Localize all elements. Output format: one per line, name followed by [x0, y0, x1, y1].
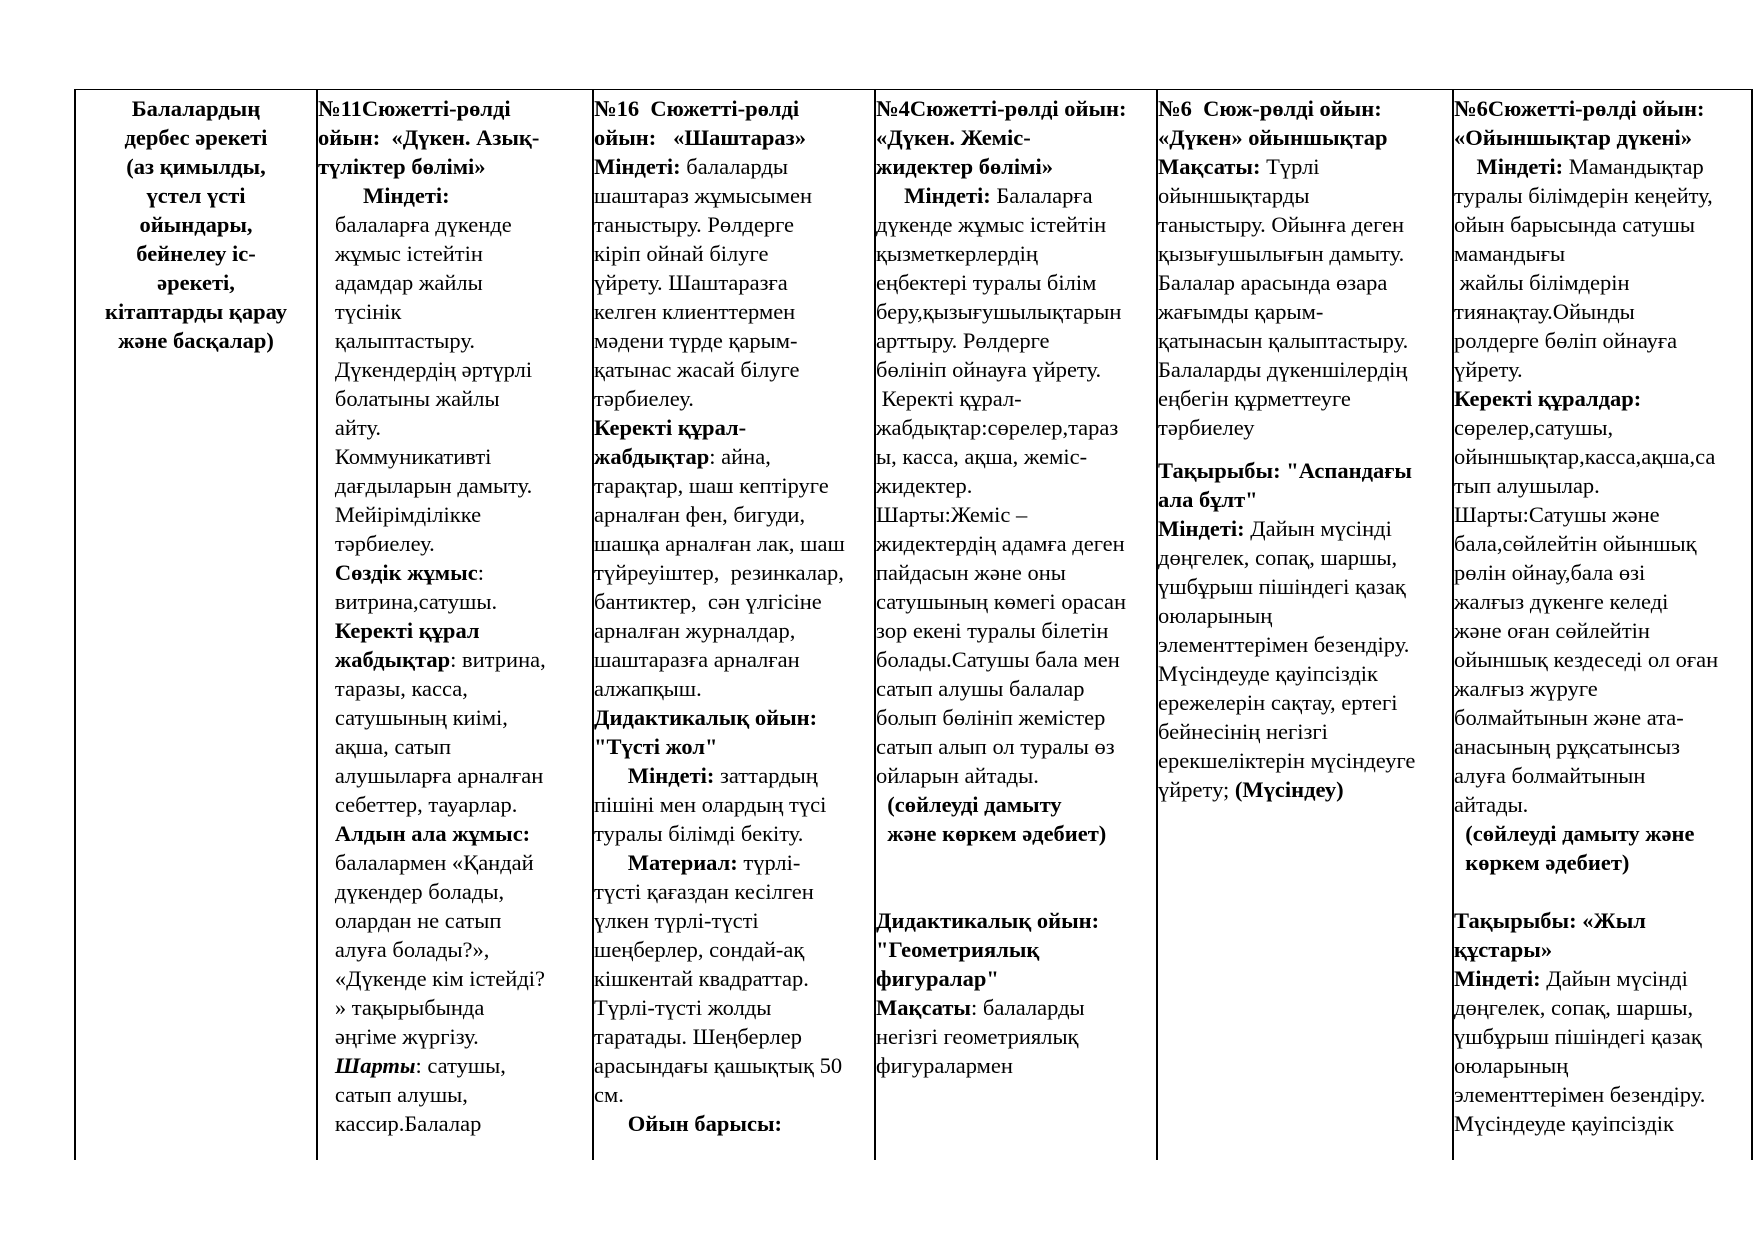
text-run: Сөздік жұмыс	[334, 560, 478, 585]
text-line	[318, 1051, 591, 1080]
text-line: арналған журналдар,	[594, 618, 796, 643]
text-line: Дүкендердің әртүрлі	[318, 357, 533, 382]
text-line: мамандығы	[1454, 241, 1566, 266]
text-line: бала,сөйлейтін ойыншық	[1454, 531, 1697, 556]
text-line: тиянақтау.Ойынды	[1454, 299, 1635, 324]
text-line: тәрбиелеу.	[594, 386, 694, 411]
text-line: беру,қызығушылықтарын	[876, 299, 1122, 324]
text-line: рөлін ойнау,бала өзі	[1454, 560, 1646, 585]
text-line: қатынас жасай білуге	[594, 357, 800, 382]
text-line: №11Сюжетті-рөлді	[318, 96, 511, 121]
text-line: ролдерге бөліп ойнауға	[1454, 328, 1678, 353]
text-line: түсті қағаздан кесілген	[594, 879, 814, 904]
text-line: тәрбиелеу	[1158, 415, 1255, 440]
text-line: Дидактикалық ойын:	[876, 908, 1100, 933]
text-line: қалыптастыру.	[318, 328, 475, 353]
text-line: жидектердің адамға деген	[876, 531, 1125, 556]
text-line: адамдар жайлы	[318, 270, 483, 295]
text-line: алуға болмайтынын	[1454, 763, 1646, 788]
text-line: ы, касса, ақша, жеміс-	[876, 444, 1088, 469]
text-line: ерекшеліктерін мүсіндеуге	[1158, 748, 1416, 773]
text-line: бөлініп ойнауға үйрету.	[876, 357, 1102, 382]
text-line	[1158, 152, 1451, 181]
table-border-right	[1751, 90, 1753, 1160]
text-line: және оған сөйлейтін	[1454, 618, 1650, 643]
text-line: шашқа арналған лак, шаш	[594, 531, 845, 556]
text-line: мәдени түрде қарым-	[594, 328, 798, 353]
text-line: бантиктер, сән үлгісіне	[594, 589, 822, 614]
text-line: ойын: «Дүкен. Азық-	[318, 125, 540, 150]
text-line: пайдасын және оны	[876, 560, 1066, 585]
text-line: балаларға дүкенде	[318, 212, 512, 237]
text-run: Міндеті:	[627, 763, 715, 788]
table-cell-game	[876, 90, 1155, 1160]
text-line: №6Сюжетті-рөлді ойын:	[1454, 96, 1705, 121]
text-line: Міндеті:	[318, 183, 450, 208]
text-line: "Түсті жол"	[594, 734, 718, 759]
text-line: жабдықтар:сөрелер,тараз	[876, 415, 1119, 440]
text-line: алжапқыш.	[594, 676, 702, 701]
text-line: пішіні мен олардың түсі	[594, 792, 827, 817]
text-line: фигуралармен	[876, 1053, 1013, 1078]
text-run	[876, 183, 904, 208]
text-line: зор екені туралы білетін	[876, 618, 1109, 643]
table-cell-game	[318, 90, 591, 1160]
text-line: болатыны жайлы	[318, 386, 500, 411]
text-line: жидектер.	[876, 473, 973, 498]
text-line: түйреуіштер, резинкалар,	[594, 560, 844, 585]
text-line: дөңгелек, сопақ, шаршы,	[1454, 995, 1694, 1020]
text-line: Керекті құралдар:	[1454, 386, 1642, 411]
text-line: Мейірімділікке	[318, 502, 482, 527]
text-line: ойыншық кездеседі ол оған	[1454, 647, 1719, 672]
text-line: Мүсіндеуде қауіпсіздік	[1158, 661, 1378, 686]
text-line: ала бұлт"	[1158, 487, 1258, 512]
text-run: : сатушы,	[415, 1053, 506, 1078]
text-line: ойын: «Шаштараз»	[594, 125, 806, 150]
text-line: таразы, касса,	[318, 676, 468, 701]
text-line: Балалар арасында өзара	[1158, 270, 1388, 295]
text-line: фигуралар"	[876, 966, 999, 991]
text-line: витрина,сатушы.	[318, 589, 498, 614]
text-line: таныстыру. Рөлдерге	[594, 212, 794, 237]
text-line: Түрлі-түсті жолды	[594, 995, 772, 1020]
text-line: шаштаразға арналған	[594, 647, 800, 672]
table-cell-category	[78, 90, 314, 1160]
text-line: айтады.	[1454, 792, 1529, 817]
text-line: элементтерімен безендіру.	[1454, 1082, 1706, 1107]
blank-line	[876, 848, 1155, 877]
text-line: туралы білімді бекіту.	[594, 821, 804, 846]
text-line: см.	[594, 1082, 624, 1107]
text-line: №16 Сюжетті-рөлді	[594, 96, 800, 121]
text-line: шаштараз жұмысымен	[594, 183, 813, 208]
text-run	[318, 647, 335, 672]
text-line: құстары»	[1454, 937, 1553, 962]
text-line: алушыларға арналған	[318, 763, 544, 788]
text-line: түсінік	[318, 299, 402, 324]
text-run: үйрету;	[1158, 777, 1235, 802]
text-run: заттардың	[714, 763, 818, 788]
text-run: жабдықтар	[594, 444, 710, 469]
text-run: Дайын мүсінді	[1540, 966, 1688, 991]
text-run: Материал:	[627, 850, 738, 875]
text-line: қызметкерлердің	[876, 241, 1038, 266]
text-line: дөңгелек, сопақ, шаршы,	[1158, 545, 1398, 570]
text-run	[1454, 154, 1477, 179]
text-line	[1158, 514, 1451, 543]
text-line: сатып алып ол туралы өз	[876, 734, 1115, 759]
text-line: қатынасын қалыптастыру.	[1158, 328, 1409, 353]
text-line: оюларының	[1158, 603, 1273, 628]
text-line: қызығушылығын дамыту.	[1158, 241, 1405, 266]
text-line: негізгі геометриялық	[876, 1024, 1079, 1049]
text-line: үйрету.	[1454, 357, 1523, 382]
text-line: үшбұрыш пішіндегі қазақ	[1454, 1024, 1702, 1049]
text-run	[594, 850, 628, 875]
text-line	[318, 645, 591, 674]
text-run	[318, 1053, 335, 1078]
text-line: элементтерімен безендіру.	[1158, 632, 1410, 657]
text-line: (сөйлеуді дамыту және	[1454, 821, 1695, 846]
text-line: Тақырыбы: «Жыл	[1454, 908, 1646, 933]
text-line: туралы білімдерін кеңейту,	[1454, 183, 1713, 208]
text-line: Алдын ала жұмыс:	[318, 821, 531, 846]
text-run	[594, 763, 628, 788]
text-line: сатып алушы,	[318, 1082, 468, 1107]
text-run: Міндеті:	[594, 154, 681, 179]
text-run: Міндеті:	[1454, 966, 1541, 991]
text-line: кішкентай квадраттар.	[594, 966, 809, 991]
text-line: таратады. Шеңберлер	[594, 1024, 802, 1049]
text-line: дағдыларын дамыту.	[318, 473, 533, 498]
text-line: дүкендер болады,	[318, 879, 505, 904]
text-run: : айна,	[709, 444, 771, 469]
text-line: Ойын барысы:	[594, 1111, 782, 1136]
text-line: ойын барысында сатушы	[1454, 212, 1695, 237]
text-line: оюларының	[1454, 1053, 1569, 1078]
text-line: тәрбиелеу.	[318, 531, 435, 556]
text-run: : балаларды	[971, 995, 1085, 1020]
text-line: болмайтынын және ата-	[1454, 705, 1684, 730]
text-run	[318, 560, 335, 585]
text-line: жалғыз жүруге	[1454, 676, 1598, 701]
text-line: тып алушылар.	[1454, 473, 1600, 498]
text-line: үлкен түрлі-түсті	[594, 908, 759, 933]
text-run: Міндеті:	[904, 183, 991, 208]
text-line	[594, 152, 873, 181]
text-line: Керекті құрал-	[594, 415, 747, 440]
text-line: «Ойыншықтар дүкені»	[1454, 125, 1692, 150]
blank-line	[1158, 442, 1451, 456]
text-line: түліктер бөлімі»	[318, 154, 486, 179]
text-line: Керекті құрал-	[876, 386, 1022, 411]
text-line	[1454, 964, 1750, 993]
text-line: дербес әрекеті	[124, 125, 268, 150]
text-line: себеттер, тауарлар.	[318, 792, 518, 817]
text-line: арналған фен, бигуди,	[594, 502, 806, 527]
activity-table	[74, 89, 1753, 1160]
text-line: бейнесінің негізгі	[1158, 719, 1328, 744]
text-line: ойыншықтарды	[1158, 183, 1310, 208]
text-line	[876, 181, 1155, 210]
text-line: балалармен «Қандай	[318, 850, 534, 875]
text-line: және көркем әдебиет)	[876, 821, 1107, 846]
text-line: Тақырыбы: "Аспандағы	[1158, 458, 1413, 483]
text-run: Балаларға	[990, 183, 1093, 208]
blank-line	[876, 877, 1155, 906]
text-line	[318, 558, 591, 587]
text-run: түрлі-	[737, 850, 801, 875]
text-line: арасындағы қашықтық 50	[594, 1053, 843, 1078]
text-line: жұмыс істейтін	[318, 241, 483, 266]
text-run: жабдықтар	[334, 647, 451, 672]
text-line: (аз қимылды,	[126, 154, 266, 179]
text-run: балаларды	[680, 154, 789, 179]
text-line: үшбұрыш пішіндегі қазақ	[1158, 574, 1406, 599]
text-line: жайлы білімдерін	[1454, 270, 1630, 295]
text-line: ойындары,	[139, 212, 253, 237]
text-line: "Геометриялық	[876, 937, 1040, 962]
table-cell-game	[1158, 90, 1451, 1160]
text-line: әрекеті,	[157, 270, 235, 295]
text-line: ойларын айтады.	[876, 763, 1039, 788]
table-cell-game	[594, 90, 873, 1160]
text-line: шеңберлер, сондай-ақ	[594, 937, 805, 962]
text-line: таныстыру. Ойынға деген	[1158, 212, 1405, 237]
text-line: сатушының көмегі орасан	[876, 589, 1127, 614]
text-line: «Дүкен. Жеміс-	[876, 125, 1031, 150]
text-line: болады.Сатушы бала мен	[876, 647, 1120, 672]
text-line: дүкенде жұмыс істейтін	[876, 212, 1107, 237]
text-line: үйрету. Шаштаразға	[594, 270, 788, 295]
blank-line	[1454, 877, 1750, 906]
text-run: Міндеті:	[1158, 516, 1245, 541]
text-line: кітаптарды қарау	[105, 299, 287, 324]
text-line: Коммуникативті	[318, 444, 492, 469]
text-run: Мақсаты	[876, 995, 971, 1020]
text-line: » тақырыбында	[318, 995, 485, 1020]
text-line: Мүсіндеуде қауіпсіздік	[1454, 1111, 1674, 1136]
table-border-left	[74, 90, 76, 1160]
text-line: сатып алушы балалар	[876, 676, 1085, 701]
text-line: әңгіме жүргізу.	[318, 1024, 479, 1049]
text-line: (сөйлеуді дамыту	[876, 792, 1062, 817]
text-line: үстел үсті	[146, 183, 246, 208]
text-line	[1454, 152, 1750, 181]
text-run: Мамандықтар	[1563, 154, 1704, 179]
text-line: «Дүкен» ойыншықтар	[1158, 125, 1388, 150]
text-line: «Дүкенде кім істейді?	[318, 966, 546, 991]
text-line: Дидактикалық ойын:	[594, 705, 818, 730]
text-line: кассир.Балалар	[318, 1111, 482, 1136]
text-line	[594, 848, 873, 877]
text-line	[594, 442, 873, 471]
text-line: айту.	[318, 415, 382, 440]
text-line: ережелерін сақтау, ертегі	[1158, 690, 1398, 715]
text-line: еңбектері туралы білім	[876, 270, 1097, 295]
text-line: еңбегін құрметтеуге	[1158, 386, 1351, 411]
text-line: сөрелер,сатушы,	[1454, 415, 1614, 440]
text-line: жидектер бөлімі»	[876, 154, 1053, 179]
text-line: арттыру. Рөлдерге	[876, 328, 1050, 353]
text-line: жалғыз дүкенге келеді	[1454, 589, 1669, 614]
text-line: тарақтар, шаш кептіруге	[594, 473, 829, 498]
text-line: Шарты:Жеміс –	[876, 502, 1028, 527]
text-line	[1158, 775, 1451, 804]
text-line: ойыншықтар,касса,ақша,са	[1454, 444, 1716, 469]
text-line: көркем әдебиет)	[1454, 850, 1630, 875]
text-line: және басқалар)	[118, 328, 274, 353]
text-line: Балалардың	[131, 96, 261, 121]
text-line: №4Сюжетті-рөлді ойын:	[876, 96, 1127, 121]
text-run: Міндеті:	[1476, 154, 1564, 179]
text-line: жағымды қарым-	[1158, 299, 1324, 324]
text-line: анасының рұқсатынсыз	[1454, 734, 1681, 759]
text-run: Мақсаты:	[1158, 154, 1261, 179]
text-line: Шарты:Сатушы және	[1454, 502, 1660, 527]
text-line: Керекті құрал	[318, 618, 480, 643]
text-line: кіріп ойнай білуге	[594, 241, 769, 266]
text-line: ақша, сатып	[318, 734, 452, 759]
text-line: сатушының киімі,	[318, 705, 508, 730]
text-run: Түрлі	[1260, 154, 1320, 179]
text-run: : витрина,	[450, 647, 546, 672]
table-cell-game	[1454, 90, 1750, 1160]
text-run: Шарты	[334, 1053, 416, 1078]
text-line: келген клиенттермен	[594, 299, 796, 324]
text-line: олардан не сатып	[318, 908, 502, 933]
text-line	[876, 993, 1155, 1022]
text-line: бейнелеу іс-	[136, 241, 256, 266]
text-run: (Мүсіндеу)	[1234, 777, 1344, 802]
text-line: алуға болады?»,	[318, 937, 490, 962]
text-line	[594, 761, 873, 790]
text-run: Дайын мүсінді	[1244, 516, 1392, 541]
text-line: болып бөлініп жемістер	[876, 705, 1106, 730]
text-line: №6 Сюж-рөлді ойын:	[1158, 96, 1382, 121]
text-run: :	[477, 560, 484, 585]
text-line: Балаларды дүкеншілердің	[1158, 357, 1408, 382]
